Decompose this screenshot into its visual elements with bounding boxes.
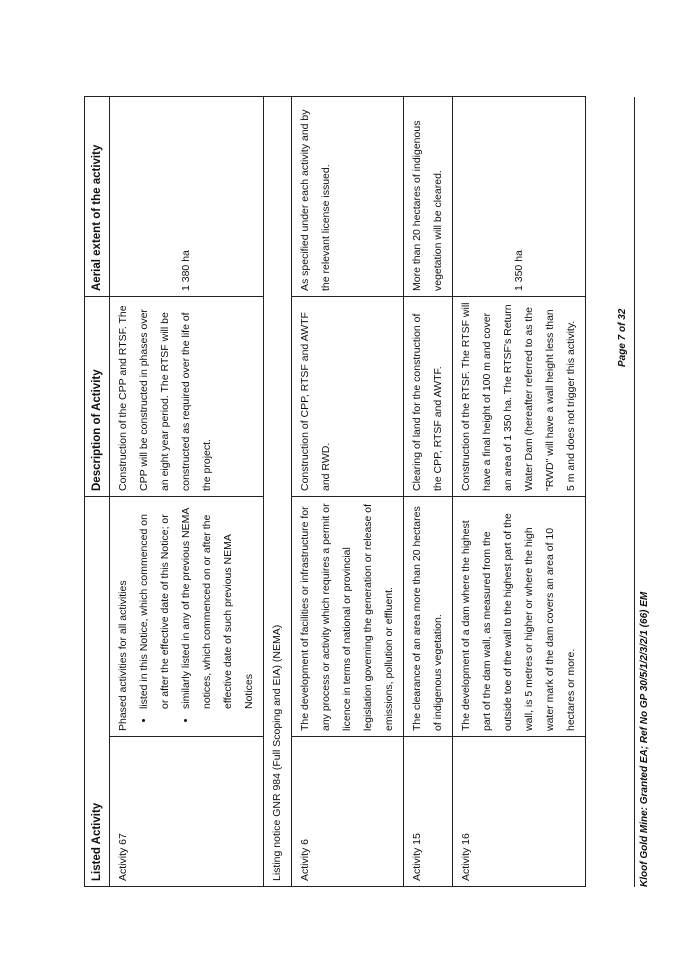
activity-15-description: Clearing of land for the construction of the CPP, RTSF and AWTF. (404, 297, 453, 497)
activity-67-listed (110, 497, 264, 737)
table-row-activity-6 (292, 97, 404, 887)
activity-6-extent: As specified under each activity and by the relevant license issued. (292, 97, 404, 297)
table-header-row (85, 97, 110, 887)
activity-6-label: Activity 6 (292, 737, 404, 887)
activity-16-label: Activity 16 (453, 737, 586, 887)
table-row-activity-15 (404, 97, 453, 887)
section-heading: Listing notice GNR 984 (Full Scoping and EIA) (NEMA) (264, 97, 292, 887)
table-row-activity-67 (110, 97, 264, 887)
activity-15-listed: The clearance of an area more than 20 hectares of indigenous vegetation. (404, 497, 453, 737)
activity-67-bullets (134, 502, 260, 731)
footer-reference: Kloof Gold Mine: Granted EA; Ref No GP 30/5/1/2/3/2/1 (66) EM (639, 591, 650, 887)
activity-15-extent: More than 20 hectares of indigenous vegetation will be cleared. (404, 97, 453, 297)
header-extent: Aerial extent of the activity (85, 97, 110, 297)
activity-16-description: Construction of the RTSF. The RTSF will have a final height of 100 m and cover an area of 1 350 ha. The RTSF's Return Water Dam (hereafter referred to as the "RWD" will have a wall height less than 5 m and does not trigger this activity. (453, 297, 586, 497)
activity-67-bullet-1: • listed in this Notice, which commenced on or after the effective date of this Notice; or (134, 502, 176, 709)
table-row-activity-16 (453, 97, 586, 887)
activity-67-intro: Phased activities for all activities (117, 580, 129, 731)
section-row (264, 97, 292, 887)
header-listed-activity: Listed Activity (85, 497, 110, 887)
listed-activities-table (84, 96, 586, 887)
header-description: Description of Activity (85, 297, 110, 497)
activity-67-extent: 1 380 ha (110, 97, 264, 297)
activity-15-label: Activity 15 (404, 737, 453, 887)
activity-16-extent: 1 350 ha (453, 97, 586, 297)
activity-67-description: Construction of the CPP and RTSF. The CPP will be constructed in phases over an eight year period. The RTSF will be constructed as required over the life of the project. (110, 297, 264, 497)
activity-67-label: Activity 67 (110, 737, 264, 887)
activity-67-bullet-2: • similarly listed in any of the previous NEMA notices, which commenced on or after the effective date of such previous NEMA Notices (176, 502, 260, 709)
activity-16-listed: The development of a dam where the highest part of the dam wall, as measured from the outside toe of the wall to the highest part of the wall, is 5 metres or higher or where the high water mark of the dam covers an area of 10 hectares or more. (453, 497, 586, 737)
activity-6-listed: The development of facilities or infrastructure for any process or activity which requires a permit or licence in terms of national or provincial legislation governing the generation or release of emissions, pollution or effluent. (292, 497, 404, 737)
activity-6-description: Construction of CPP, RTSF and AWTF and RWD. (292, 297, 404, 497)
page-footer (617, 97, 650, 887)
page-number: Page 7 of 32 (617, 308, 628, 367)
